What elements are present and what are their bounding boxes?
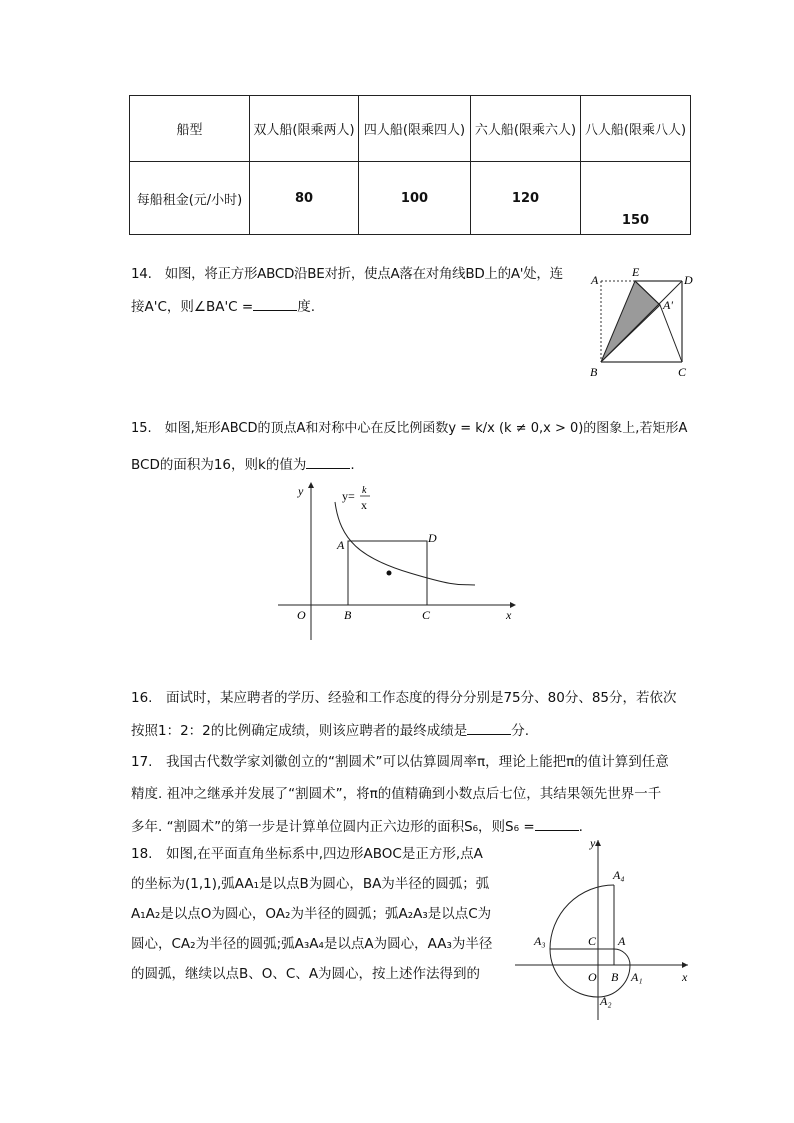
label-y: y bbox=[590, 836, 596, 850]
table-cell: 80 bbox=[250, 162, 359, 235]
label-a: A bbox=[618, 934, 626, 948]
q16-text: 按照1：2：2的比例确定成绩，则该应聘者的最终成绩是 bbox=[131, 723, 468, 739]
q18-line: 18. 如图,在平面直角坐标系中,四边形ABOC是正方形,点A bbox=[131, 846, 483, 862]
q14-figure bbox=[586, 262, 702, 382]
table-cell: 120 bbox=[471, 162, 581, 235]
q18-line: 的坐标为(1,1),弧AA₁是以点B为圆心，BA为半径的圆弧；弧 bbox=[131, 876, 490, 892]
table-cell: 150 bbox=[581, 162, 691, 235]
q14-line1: 14. 如图，将正方形ABCD沿BE对折，使点A落在对角线BD上的A'处，连 bbox=[131, 266, 563, 282]
table-header-cell: 四人船(限乘四人) bbox=[359, 96, 471, 162]
table-header-cell: 双人船(限乘两人) bbox=[250, 96, 359, 162]
label-y: y bbox=[298, 484, 304, 498]
q18-figure bbox=[510, 835, 700, 1025]
center-point bbox=[387, 571, 392, 576]
label-c: C bbox=[588, 934, 597, 948]
label-a3: A₃ bbox=[534, 934, 546, 948]
q15-line2 bbox=[131, 456, 355, 473]
q18-line: 的圆弧，继续以点B、O、C、A为圆心，按上述作法得到的 bbox=[131, 966, 481, 982]
boat-rental-table bbox=[129, 95, 691, 235]
q18-line: A₁A₂是以点O为圆心，OA₂为半径的圆弧；弧A₂A₃是以点C为 bbox=[131, 906, 492, 922]
q17-text: . bbox=[578, 819, 583, 835]
q17-line2: 精度. 祖冲之继承并发展了“割圆术”，将π的值精确到小数点后七位，其结果领先世界一千 bbox=[131, 786, 662, 802]
q15-text: . bbox=[350, 457, 355, 473]
answer-blank bbox=[467, 722, 511, 735]
q14-text: 度. bbox=[297, 299, 316, 315]
label-b: B bbox=[344, 608, 352, 622]
table-header-cell: 八人船(限乘八人) bbox=[581, 96, 691, 162]
label-a2: A₂ bbox=[600, 994, 612, 1008]
label-a4: A₄ bbox=[613, 868, 625, 882]
func-label: y= bbox=[342, 489, 355, 503]
q15-line1: 15. 如图,矩形ABCD的顶点A和对称中心在反比例函数y = k/x (k ≠ 0,x > 0)的图象上,若矩形A bbox=[131, 421, 688, 436]
answer-blank bbox=[253, 298, 297, 311]
label-a-prime: A' bbox=[663, 298, 673, 312]
func-denominator: x bbox=[361, 498, 367, 512]
label-c: C bbox=[678, 365, 687, 379]
label-d: D bbox=[428, 531, 437, 545]
label-b: B bbox=[611, 970, 619, 984]
q14-line2 bbox=[131, 298, 315, 315]
q16-line2 bbox=[131, 722, 529, 739]
label-a1: A₁ bbox=[631, 970, 643, 984]
q15-text: BCD的面积为16，则k的值为 bbox=[131, 457, 307, 473]
q16-text: 分. bbox=[511, 723, 530, 739]
q17-line1: 17. 我国古代数学家刘徽创立的“割圆术”可以估算圆周率π，理论上能把π的值计算到任意 bbox=[131, 754, 669, 770]
q14-text: 接A'C，则∠BA'C = bbox=[131, 299, 254, 315]
label-c: C bbox=[422, 608, 431, 622]
table-cell: 100 bbox=[359, 162, 471, 235]
label-d: D bbox=[684, 273, 693, 287]
folded-triangle bbox=[601, 281, 660, 362]
table-header-cell: 六人船(限乘六人) bbox=[471, 96, 581, 162]
label-x: x bbox=[506, 608, 512, 622]
label-e: E bbox=[632, 265, 640, 279]
table-header-cell: 船型 bbox=[130, 96, 250, 162]
label-o: O bbox=[297, 608, 306, 622]
label-o: O bbox=[588, 970, 597, 984]
q17-line3 bbox=[131, 818, 583, 835]
answer-blank bbox=[535, 818, 579, 831]
q15-figure bbox=[270, 480, 530, 650]
func-numerator: k bbox=[362, 485, 367, 496]
q16-line1: 16. 面试时，某应聘者的学历、经验和工作态度的得分分别是75分、80分、85分，若依次 bbox=[131, 690, 677, 706]
q17-text: 多年. “割圆术”的第一步是计算单位圆内正六边形的面积S₆，则S₆ = bbox=[131, 819, 535, 835]
label-b: B bbox=[590, 365, 598, 379]
label-a: A bbox=[337, 538, 345, 552]
label-a: A bbox=[591, 273, 599, 287]
label-x: x bbox=[682, 970, 688, 984]
table-cell: 每船租金(元/小时) bbox=[130, 162, 250, 235]
q18-line: 圆心，CA₂为半径的圆弧;弧A₃A₄是以点A为圆心，AA₃为半径 bbox=[131, 936, 493, 952]
answer-blank bbox=[306, 456, 350, 469]
